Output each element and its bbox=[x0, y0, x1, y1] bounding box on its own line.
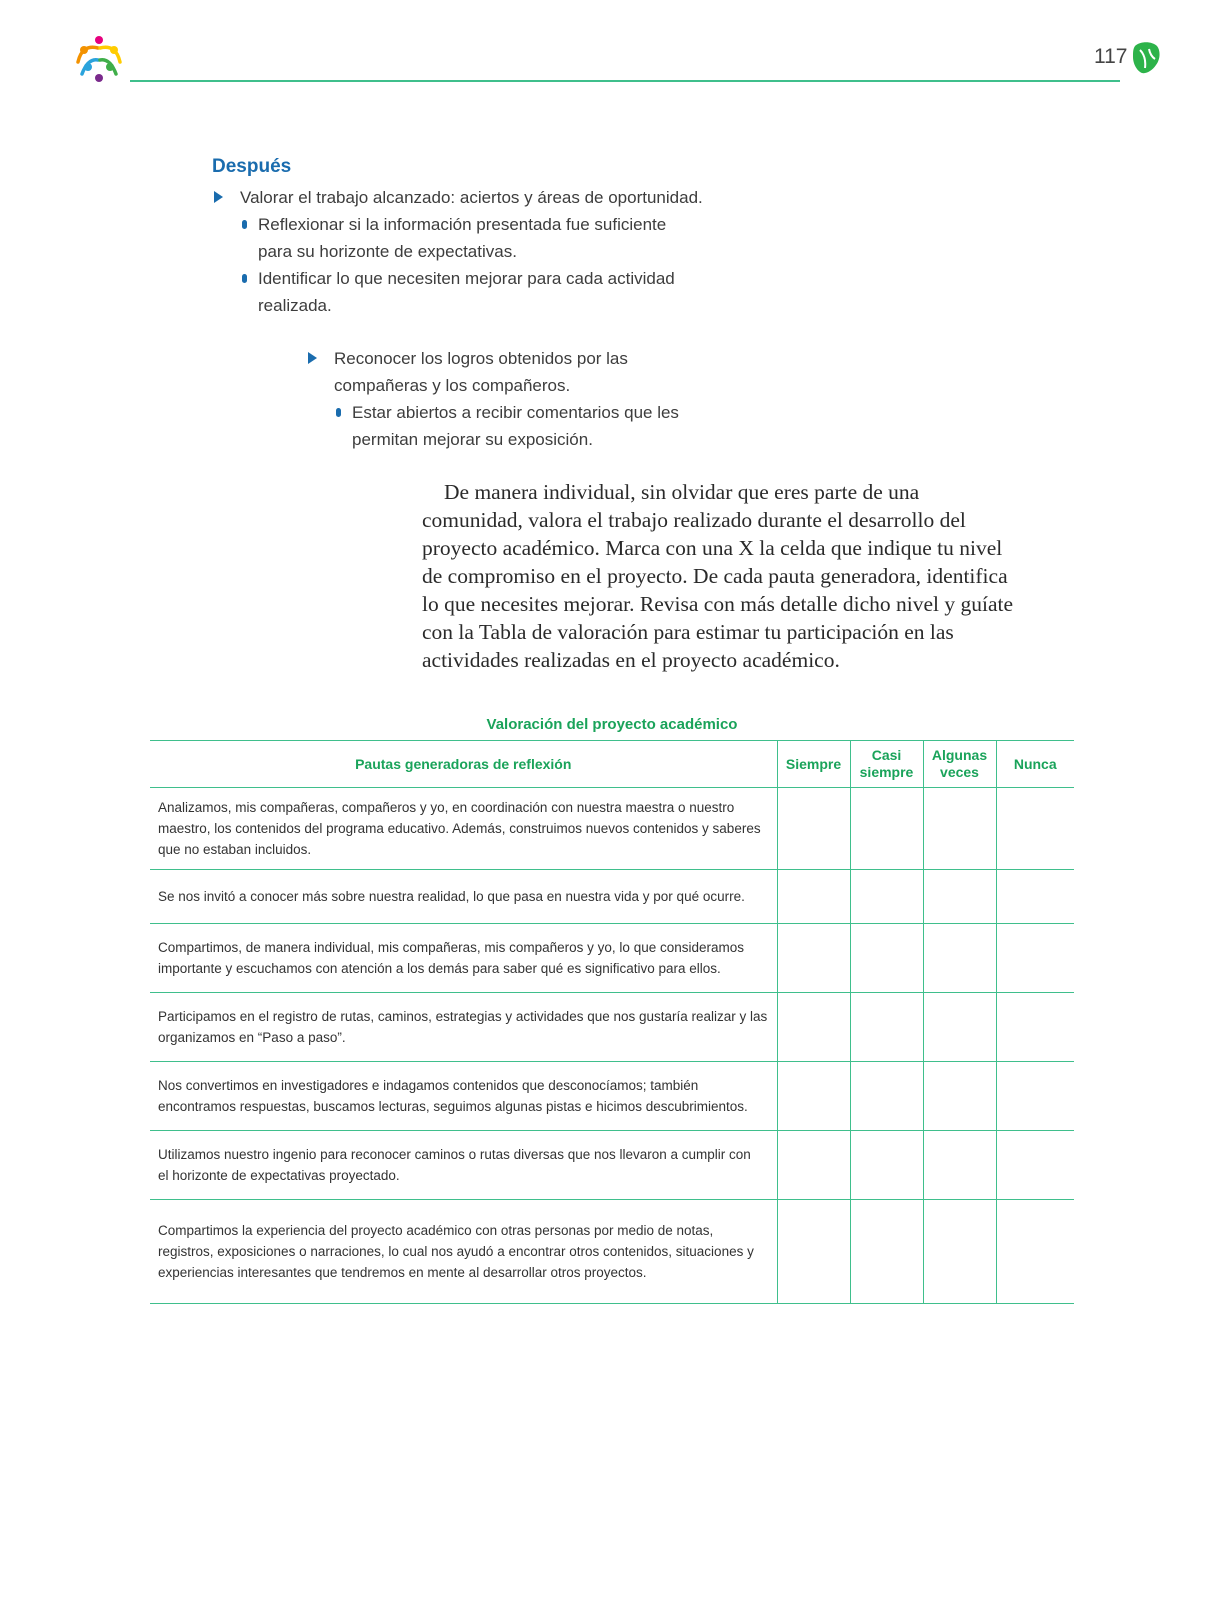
prompt-line: Utilizamos nuestro ingenio para reconocer caminos o rutas diversas que nos llevaron a cumplir con bbox=[158, 1147, 751, 1162]
sub-list-item bbox=[212, 399, 772, 453]
list-item-line: compañeras y los compañeros. bbox=[334, 376, 571, 395]
table-caption: Valoración del proyecto académico bbox=[486, 716, 738, 733]
header-always: Siempre bbox=[777, 741, 850, 788]
mark-cell-almost-always[interactable] bbox=[850, 788, 923, 870]
prompt-line: importante y escuchamos con atención a los demás para saber qué es significativo para ellos. bbox=[158, 961, 721, 976]
table-row bbox=[150, 1131, 1074, 1200]
mark-cell-always[interactable] bbox=[777, 788, 850, 870]
header-sometimes bbox=[923, 741, 996, 788]
people-circle-logo-icon bbox=[72, 34, 126, 84]
prompt-line: Compartimos, de manera individual, mis compañeras, mis compañeros y yo, lo que consideramos bbox=[158, 940, 745, 955]
table-row bbox=[150, 1200, 1074, 1304]
prompt-cell bbox=[150, 993, 777, 1062]
sub-list-item-line: Identificar lo que necesiten mejorar para cada actividad bbox=[258, 269, 675, 288]
mark-cell-sometimes[interactable] bbox=[923, 870, 996, 924]
page-number: 117 bbox=[1094, 45, 1128, 68]
mark-cell-always[interactable] bbox=[777, 1200, 850, 1304]
mark-cell-never[interactable] bbox=[996, 924, 1074, 993]
sub-list-item-line: realizada. bbox=[258, 296, 332, 315]
prompt-cell bbox=[150, 1062, 777, 1131]
mark-cell-sometimes[interactable] bbox=[923, 993, 996, 1062]
list-item-line: Reconocer los logros obtenidos por las bbox=[334, 349, 628, 368]
header-line: Algunas bbox=[931, 747, 988, 763]
prompt-line: que no estaban incluidos. bbox=[158, 842, 312, 857]
paragraph-line: con la Tabla de valoración para estimar tu participación en las bbox=[422, 620, 954, 644]
table-row bbox=[150, 1062, 1074, 1131]
prompt-line: Nos convertimos en investigadores e indagamos contenidos que desconocíamos; también bbox=[158, 1078, 699, 1093]
triangle-bullet-icon bbox=[214, 191, 223, 203]
prompt-line: maestro, los contenidos del programa educativo. Además, construimos nuevos contenidos y saberes bbox=[158, 821, 761, 836]
list-item-text: Valorar el trabajo alcanzado: aciertos y áreas de oportunidad. bbox=[240, 188, 703, 207]
header-never: Nunca bbox=[996, 741, 1074, 788]
mark-cell-never[interactable] bbox=[996, 1131, 1074, 1200]
paragraph-line: lo que necesites mejorar. Revisa con más detalle dicho nivel y guíate bbox=[422, 592, 1014, 616]
prompt-line: Se nos invitó a conocer más sobre nuestra realidad, lo que pasa en nuestra vida y por qué ocurre. bbox=[158, 889, 745, 904]
table-row bbox=[150, 993, 1074, 1062]
prompt-line: el horizonte de expectativas proyectado. bbox=[158, 1168, 400, 1183]
sub-list-item-line: Estar abiertos a recibir comentarios que les bbox=[352, 403, 679, 422]
mark-cell-sometimes[interactable] bbox=[923, 1131, 996, 1200]
mark-cell-almost-always[interactable] bbox=[850, 924, 923, 993]
prompt-line: encontramos respuestas, buscamos lecturas, seguimos algunas pistas e hicimos descubrimientos. bbox=[158, 1099, 748, 1114]
paragraph-line: actividades realizadas en el proyecto académico. bbox=[422, 648, 840, 672]
paragraph-line: De manera individual, sin olvidar que eres parte de una bbox=[444, 480, 920, 504]
mark-cell-almost-always[interactable] bbox=[850, 1131, 923, 1200]
instructions-paragraph bbox=[422, 478, 1052, 674]
prompt-cell bbox=[150, 1200, 777, 1304]
prompt-line: organizamos en “Paso a paso”. bbox=[158, 1030, 346, 1045]
mark-cell-sometimes[interactable] bbox=[923, 1062, 996, 1131]
mark-cell-almost-always[interactable] bbox=[850, 993, 923, 1062]
prompt-cell bbox=[150, 924, 777, 993]
table-row bbox=[150, 870, 1074, 924]
header-prompt: Pautas generadoras de reflexión bbox=[150, 741, 777, 788]
green-leaf-icon bbox=[1130, 40, 1162, 76]
prompt-line: Compartimos la experiencia del proyecto académico con otras personas por medio de notas, bbox=[158, 1223, 714, 1238]
prompt-line: experiencias interesantes que tendremos en mente al desarrollar otros proyectos. bbox=[158, 1265, 647, 1280]
table-row bbox=[150, 788, 1074, 870]
mark-cell-never[interactable] bbox=[996, 788, 1074, 870]
bullet-dot-icon bbox=[242, 220, 247, 229]
mark-cell-always[interactable] bbox=[777, 1062, 850, 1131]
mark-cell-almost-always[interactable] bbox=[850, 1200, 923, 1304]
prompt-line: Participamos en el registro de rutas, caminos, estrategias y actividades que nos gustaría realizar y las bbox=[158, 1009, 768, 1024]
mark-cell-never[interactable] bbox=[996, 1062, 1074, 1131]
sub-list-item bbox=[212, 265, 772, 319]
bullet-dot-icon bbox=[242, 274, 247, 283]
prompt-line: registros, exposiciones o narraciones, lo cual nos ayudó a encontrar otros contenidos, situaciones y bbox=[158, 1244, 754, 1259]
mark-cell-sometimes[interactable] bbox=[923, 924, 996, 993]
header-line: siempre bbox=[859, 764, 914, 780]
table-row bbox=[150, 924, 1074, 993]
header-line: veces bbox=[940, 764, 979, 780]
mark-cell-almost-always[interactable] bbox=[850, 870, 923, 924]
list-item bbox=[212, 184, 772, 211]
sub-list-item bbox=[212, 211, 772, 265]
mark-cell-never[interactable] bbox=[996, 1200, 1074, 1304]
header-almost-always bbox=[850, 741, 923, 788]
after-section bbox=[212, 156, 772, 453]
mark-cell-almost-always[interactable] bbox=[850, 1062, 923, 1131]
prompt-line: Analizamos, mis compañeras, compañeros y yo, en coordinación con nuestra maestra o nuestro bbox=[158, 800, 735, 815]
mark-cell-always[interactable] bbox=[777, 924, 850, 993]
mark-cell-never[interactable] bbox=[996, 870, 1074, 924]
paragraph-line: comunidad, valora el trabajo realizado durante el desarrollo del bbox=[422, 508, 966, 532]
sub-list-item-line: Reflexionar si la información presentada fue suficiente bbox=[258, 215, 667, 234]
bullet-dot-icon bbox=[336, 408, 341, 417]
mark-cell-always[interactable] bbox=[777, 870, 850, 924]
mark-cell-sometimes[interactable] bbox=[923, 1200, 996, 1304]
mark-cell-sometimes[interactable] bbox=[923, 788, 996, 870]
prompt-cell bbox=[150, 1131, 777, 1200]
prompt-cell bbox=[150, 788, 777, 870]
header-line: Casi bbox=[871, 747, 902, 763]
sub-list-item-line: permitan mejorar su exposición. bbox=[352, 430, 593, 449]
evaluation-table bbox=[150, 740, 1074, 1304]
table-header-row bbox=[150, 741, 1074, 788]
mark-cell-always[interactable] bbox=[777, 993, 850, 1062]
prompt-cell bbox=[150, 870, 777, 924]
section-title: Después bbox=[212, 156, 292, 177]
triangle-bullet-icon bbox=[308, 352, 317, 364]
paragraph-line: de compromiso en el proyecto. De cada pauta generadora, identifica bbox=[422, 564, 1008, 588]
list-item bbox=[212, 345, 772, 399]
mark-cell-never[interactable] bbox=[996, 993, 1074, 1062]
header-divider bbox=[130, 80, 1120, 82]
paragraph-line: proyecto académico. Marca con una X la celda que indique tu nivel bbox=[422, 536, 1003, 560]
mark-cell-always[interactable] bbox=[777, 1131, 850, 1200]
sub-list-item-line: para su horizonte de expectativas. bbox=[258, 242, 517, 261]
